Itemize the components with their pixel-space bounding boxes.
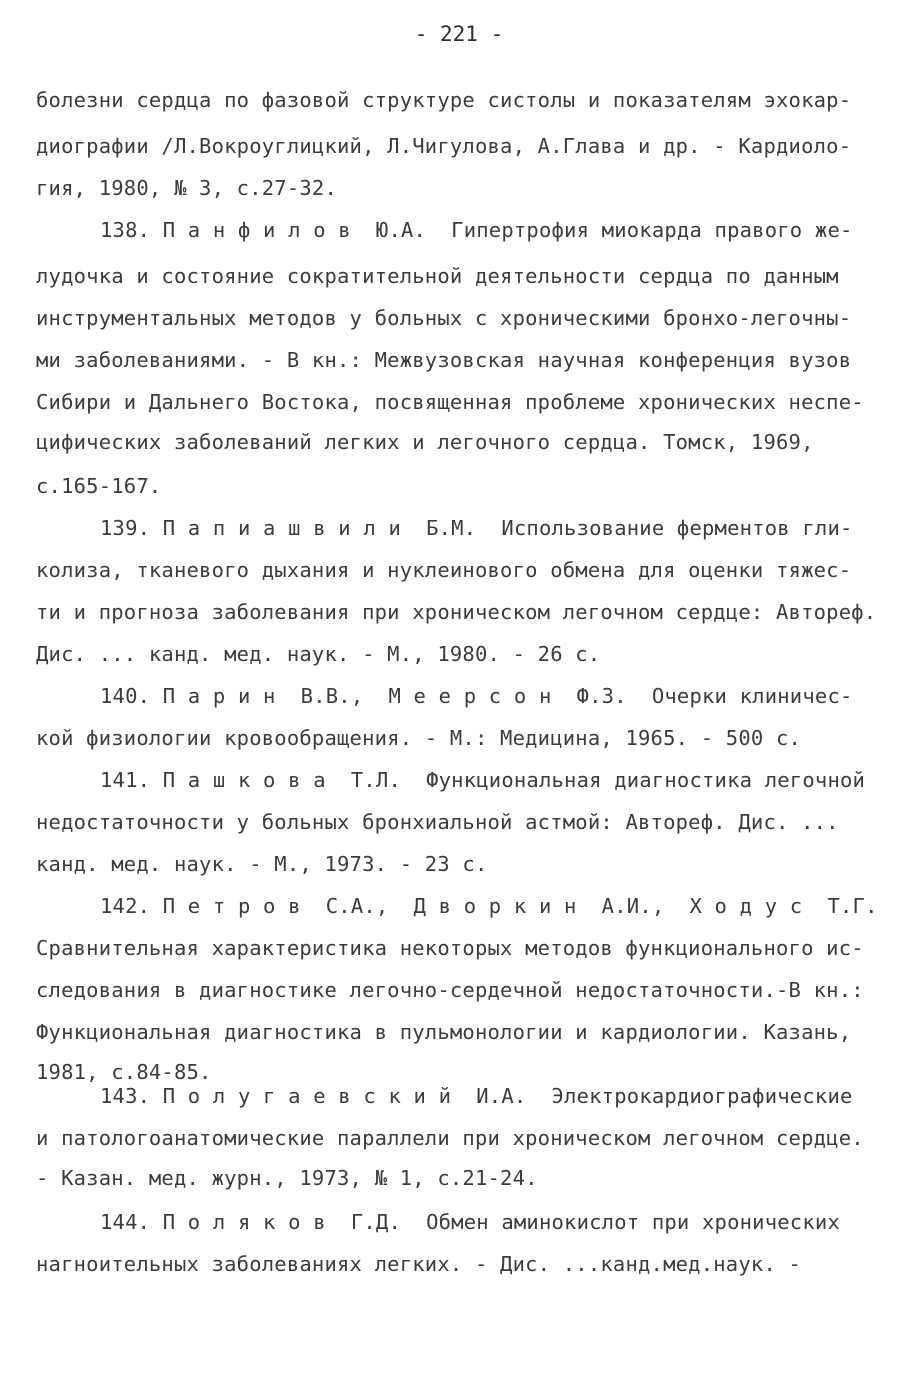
reference-139-line: 139. П а п и а ш в и л и Б.М. Использование ферментов гли-: [100, 516, 853, 540]
text-line: диографии /Л.Вокроуглицкий, Л.Чигулова, А.Глава и др. - Кардиоло-: [36, 134, 852, 158]
text-line: с.165-167.: [36, 474, 162, 498]
page-number: - 221 -: [414, 22, 504, 46]
text-line: следования в диагностике легочно-сердечной недостаточности.-В кн.:: [36, 978, 864, 1002]
text-line: болезни сердца по фазовой структуре систолы и показателям эхокар-: [36, 88, 852, 112]
reference-140-line: 140. П а р и н В.В., М е е р с о н Ф.З. Очерки клиничес-: [100, 684, 853, 708]
text-line: гия, 1980, № 3, с.27-32.: [36, 176, 338, 200]
text-line: лудочка и состояние сократительной деятельности сердца по данным: [36, 264, 839, 288]
text-line: цифических заболеваний легких и легочного сердца. Томск, 1969,: [36, 430, 814, 454]
reference-138-line: 138. П а н ф и л о в Ю.А. Гипертрофия миокарда правого же-: [100, 218, 853, 242]
text-line: и патологоанатомические параллели при хроническом легочном сердце.: [36, 1126, 864, 1150]
text-line: недостаточности у больных бронхиальной астмой: Автореф. Дис. ...: [36, 810, 839, 834]
reference-144-line: 144. П о л я к о в Г.Д. Обмен аминокислот при хронических: [100, 1210, 840, 1234]
text-line: ти и прогноза заболевания при хроническом легочном сердце: Автореф.: [36, 600, 877, 624]
text-line: кой физиологии кровообращения. - М.: Медицина, 1965. - 500 с.: [36, 726, 802, 750]
text-line: ми заболеваниями. - В кн.: Межвузовская научная конференция вузов: [36, 348, 852, 372]
reference-142-line: 142. П е т р о в С.А., Д в о р к и н А.И., Х о д у с Т.Г.: [100, 894, 878, 918]
text-line: инструментальных методов у больных с хроническими бронхо-легочны-: [36, 306, 852, 330]
reference-143-line: 143. П о л у г а е в с к и й И.А. Электрокардиографические: [100, 1084, 853, 1108]
text-line: нагноительных заболеваниях легких. - Дис. ...канд.мед.наук. -: [36, 1252, 802, 1276]
text-line: канд. мед. наук. - М., 1973. - 23 с.: [36, 852, 488, 876]
text-line: Сибири и Дальнего Востока, посвященная проблеме хронических неспе-: [36, 390, 864, 414]
text-line: колиза, тканевого дыхания и нуклеинового обмена для оценки тяжес-: [36, 558, 852, 582]
text-line: 1981, с.84-85.: [36, 1060, 212, 1084]
text-line: Сравнительная характеристика некоторых методов функционального ис-: [36, 936, 864, 960]
text-line: - Казан. мед. журн., 1973, № 1, с.21-24.: [36, 1166, 538, 1190]
text-line: Функциональная диагностика в пульмонологии и кардиологии. Казань,: [36, 1020, 852, 1044]
text-line: Дис. ... канд. мед. наук. - М., 1980. - 26 с.: [36, 642, 601, 666]
reference-141-line: 141. П а ш к о в а Т.Л. Функциональная диагностика легочной: [100, 768, 866, 792]
